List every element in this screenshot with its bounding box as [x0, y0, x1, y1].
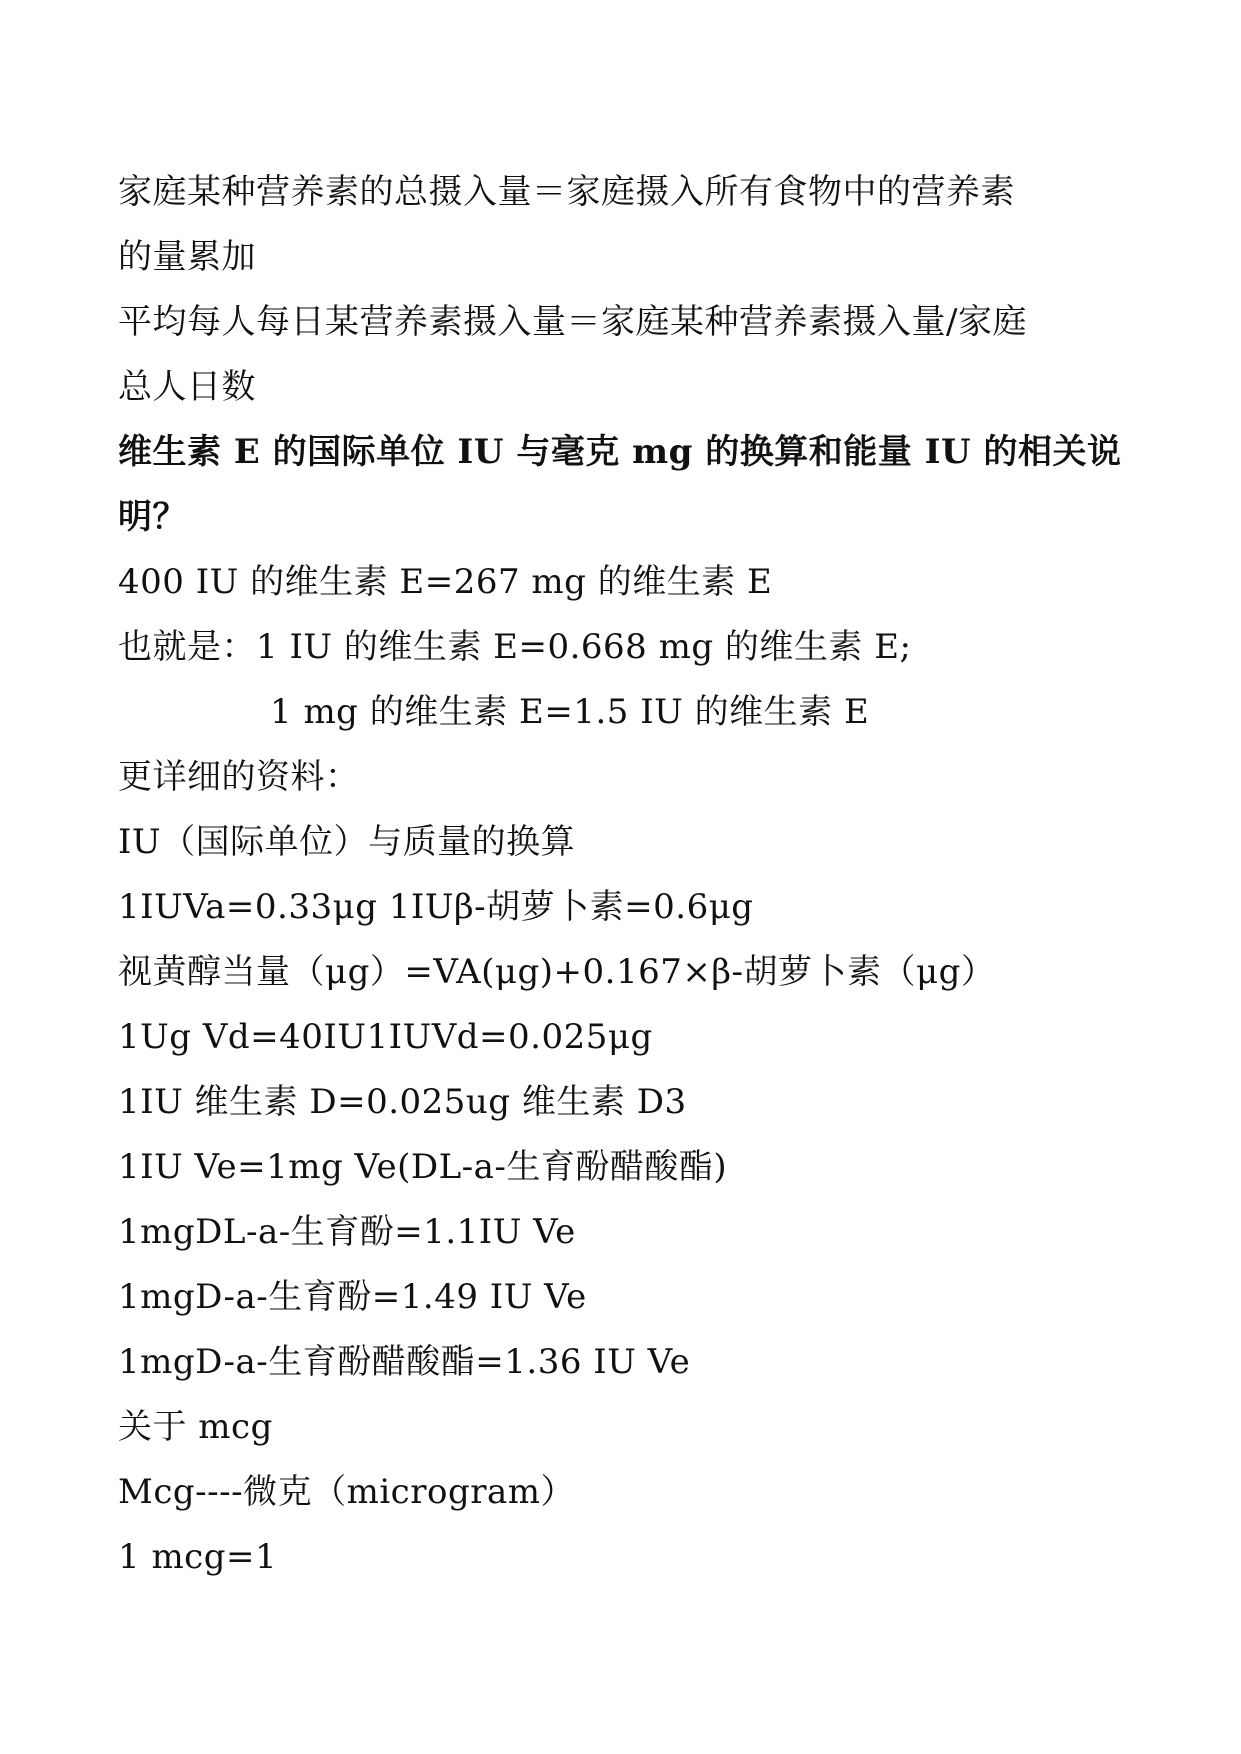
text-line: Mcg----微克（microgram） [118, 1472, 575, 1512]
text-line: 1mgD-a-生育酚=1.49 IU Ve [118, 1277, 587, 1317]
text-line: 1 mcg=1 [118, 1537, 278, 1577]
text-line: 平均每人每日某营养素摄入量＝家庭某种营养素摄入量/家庭 [118, 302, 1027, 342]
text-line: 总人日数 [118, 367, 256, 407]
text-line: 也就是：1 IU 的维生素 E=0.668 mg 的维生素 E; [118, 627, 912, 667]
section-heading: 维生素 E 的国际单位 IU 与毫克 mg 的换算和能量 IU 的相关说 [118, 432, 1122, 472]
text-line: 视黄醇当量（μg）=VA(μg)+0.167×β-胡萝卜素（μg） [118, 952, 996, 992]
text-line: 家庭某种营养素的总摄入量＝家庭摄入所有食物中的营养素 [118, 172, 1015, 212]
text-line: 1Ug Vd=40IU1IUVd=0.025μg [118, 1017, 653, 1057]
section-heading: 明？ [118, 497, 187, 537]
text-line: 1mgD-a-生育酚醋酸酯=1.36 IU Ve [118, 1342, 691, 1382]
text-line: 关于 mcg [118, 1407, 273, 1447]
text-line: 1 mg 的维生素 E=1.5 IU 的维生素 E [270, 692, 870, 732]
text-line: 1IUVa=0.33μg 1IUβ-胡萝卜素=0.6μg [118, 887, 754, 927]
text-line: 更详细的资料： [118, 757, 360, 797]
text-line: 1mgDL-a-生育酚=1.1IU Ve [118, 1212, 576, 1252]
document-body [118, 160, 1128, 1590]
text-line: 1IU Ve=1mg Ve(DL-a-生育酚醋酸酯) [118, 1147, 728, 1187]
text-line: 的量累加 [118, 237, 256, 277]
text-line: 400 IU 的维生素 E=267 mg 的维生素 E [118, 562, 773, 602]
text-line: 1IU 维生素 D=0.025ug 维生素 D3 [118, 1082, 687, 1122]
text-line: IU（国际单位）与质量的换算 [118, 822, 576, 862]
